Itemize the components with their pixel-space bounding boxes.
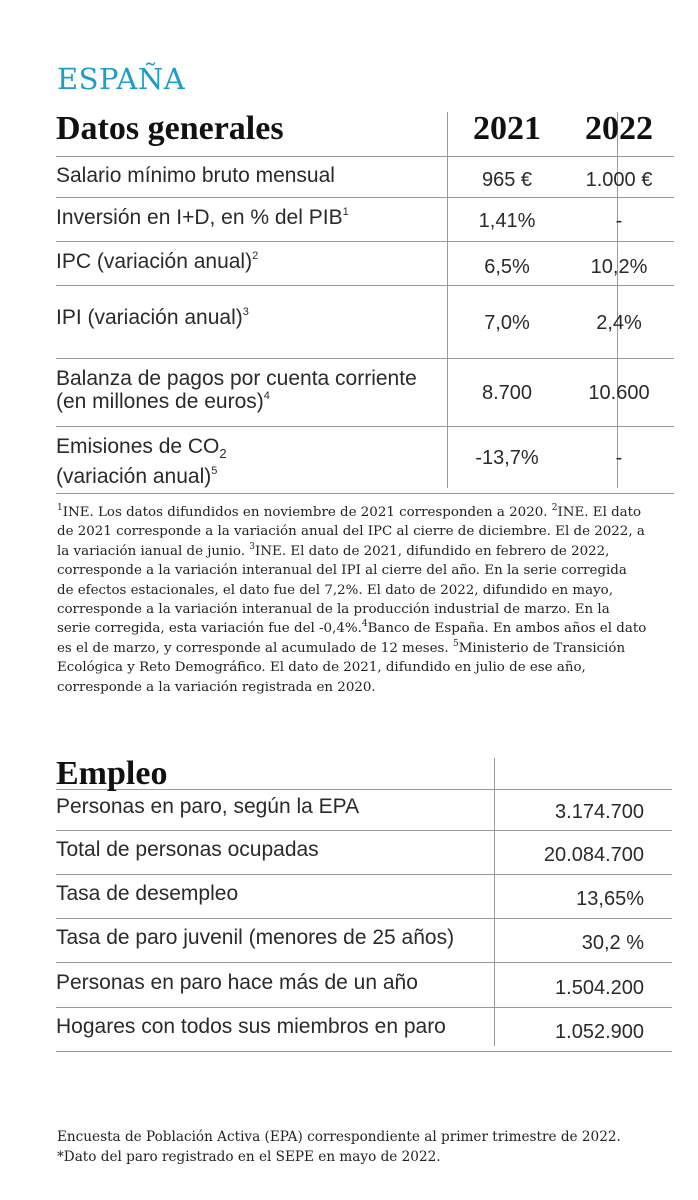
value-2022: 2,4% <box>596 312 642 334</box>
table-row <box>56 157 674 198</box>
footer-note: Encuesta de Población Activa (EPA) correspondiente al primer trimestre de 2022. *Dato del paro registrado en el SEPE en mayo de 2022. <box>57 1129 621 1165</box>
value-2021: 1,41% <box>478 210 536 232</box>
table-row <box>56 919 672 963</box>
column-header-2022: 2022 <box>585 110 653 147</box>
table-title: Datos generales <box>56 110 284 147</box>
table-row <box>56 242 674 286</box>
value-2022: - <box>615 447 623 469</box>
footnotes: $^1$INE. Los datos difundidos en noviembre de 2021 corresponden a 2020. $^2$INE. El dato de 2021 corresponde a la variación anual del IPC al cierre de diciembre. El de 2022, a la variación ianual de junio. $^3$INE. El dato de 2021, difundido en febrero de 2022, corresponde a la variación interanual del IPI al cierre del año. En la serie corregida de efectos estacionales, el dato fue del 7,2%. El dato de 2022, difundido en mayo, corresponde a la variación interanual de la producción industrial de marzo. En la serie corregida, esta variación fue del -0,4%.$^4$Banco de España. En ambos años el dato es el de marzo, y corresponde al acumulado de 12 meses. $^5$Ministerio de Transición Ecológica y Reto Demográfico. El dato de 2021, difundido en julio de ese año, corresponde a la variación registrada en 2020. <box>57 503 647 695</box>
row-label: Inversión en I+D, en % del PIB$^1$ <box>56 206 349 229</box>
row-label: Emisiones de $CO_2$ (variación anual)$^5$ <box>56 435 227 489</box>
row-label: Tasa de desempleo <box>56 882 239 905</box>
table-row <box>56 1008 672 1052</box>
value-2021: -13,7% <box>475 447 539 469</box>
row-value: 13,65% <box>576 888 644 910</box>
employment-table <box>56 755 672 1052</box>
row-value: 1.504.200 <box>555 977 644 999</box>
value-2022: 10.600 <box>588 382 650 404</box>
section-kicker: ESPAÑA <box>57 62 186 96</box>
table-title: Empleo <box>56 755 168 792</box>
value-2021: 7,0% <box>484 312 530 334</box>
row-label: IPC (variación anual)$^2$ <box>56 250 259 273</box>
row-value: 3.174.700 <box>555 801 644 823</box>
row-value: 30,2 % <box>581 932 644 954</box>
table-row <box>56 286 674 359</box>
value-2022: 1.000 € <box>585 169 653 191</box>
row-value: 20.084.700 <box>543 844 644 866</box>
row-label: IPI (variación anual)$^3$ <box>56 306 249 329</box>
row-label: Personas en paro hace más de un año <box>56 971 418 994</box>
row-label: Tasa de paro juvenil (menores de 25 años) <box>56 926 455 949</box>
general-data-table <box>56 100 674 494</box>
value-2022: - <box>615 210 623 232</box>
table-row <box>56 875 672 919</box>
row-label: Total de personas ocupadas <box>56 838 319 861</box>
value-2021: 8.700 <box>481 382 533 404</box>
row-label: Personas en paro, según la EPA <box>56 795 360 818</box>
table-row <box>56 831 672 875</box>
table-row <box>56 359 674 427</box>
table-row <box>56 198 674 242</box>
row-label: Hogares con todos sus miembros en paro <box>56 1015 446 1038</box>
value-2022: 10,2% <box>590 256 648 278</box>
value-2021: 6,5% <box>484 256 530 278</box>
table-row <box>56 963 672 1008</box>
value-2021: 965 € <box>481 169 533 191</box>
table-row <box>56 790 672 831</box>
column-header-2021: 2021 <box>473 110 541 147</box>
table-header-row <box>56 100 674 157</box>
row-value: 1.052.900 <box>555 1021 644 1043</box>
row-label: Balanza de pagos por cuenta corriente (en millones de euros)$^4$ <box>56 367 417 413</box>
table-row <box>56 427 674 494</box>
table-header-row <box>56 755 672 792</box>
row-label: Salario mínimo bruto mensual <box>56 164 335 187</box>
